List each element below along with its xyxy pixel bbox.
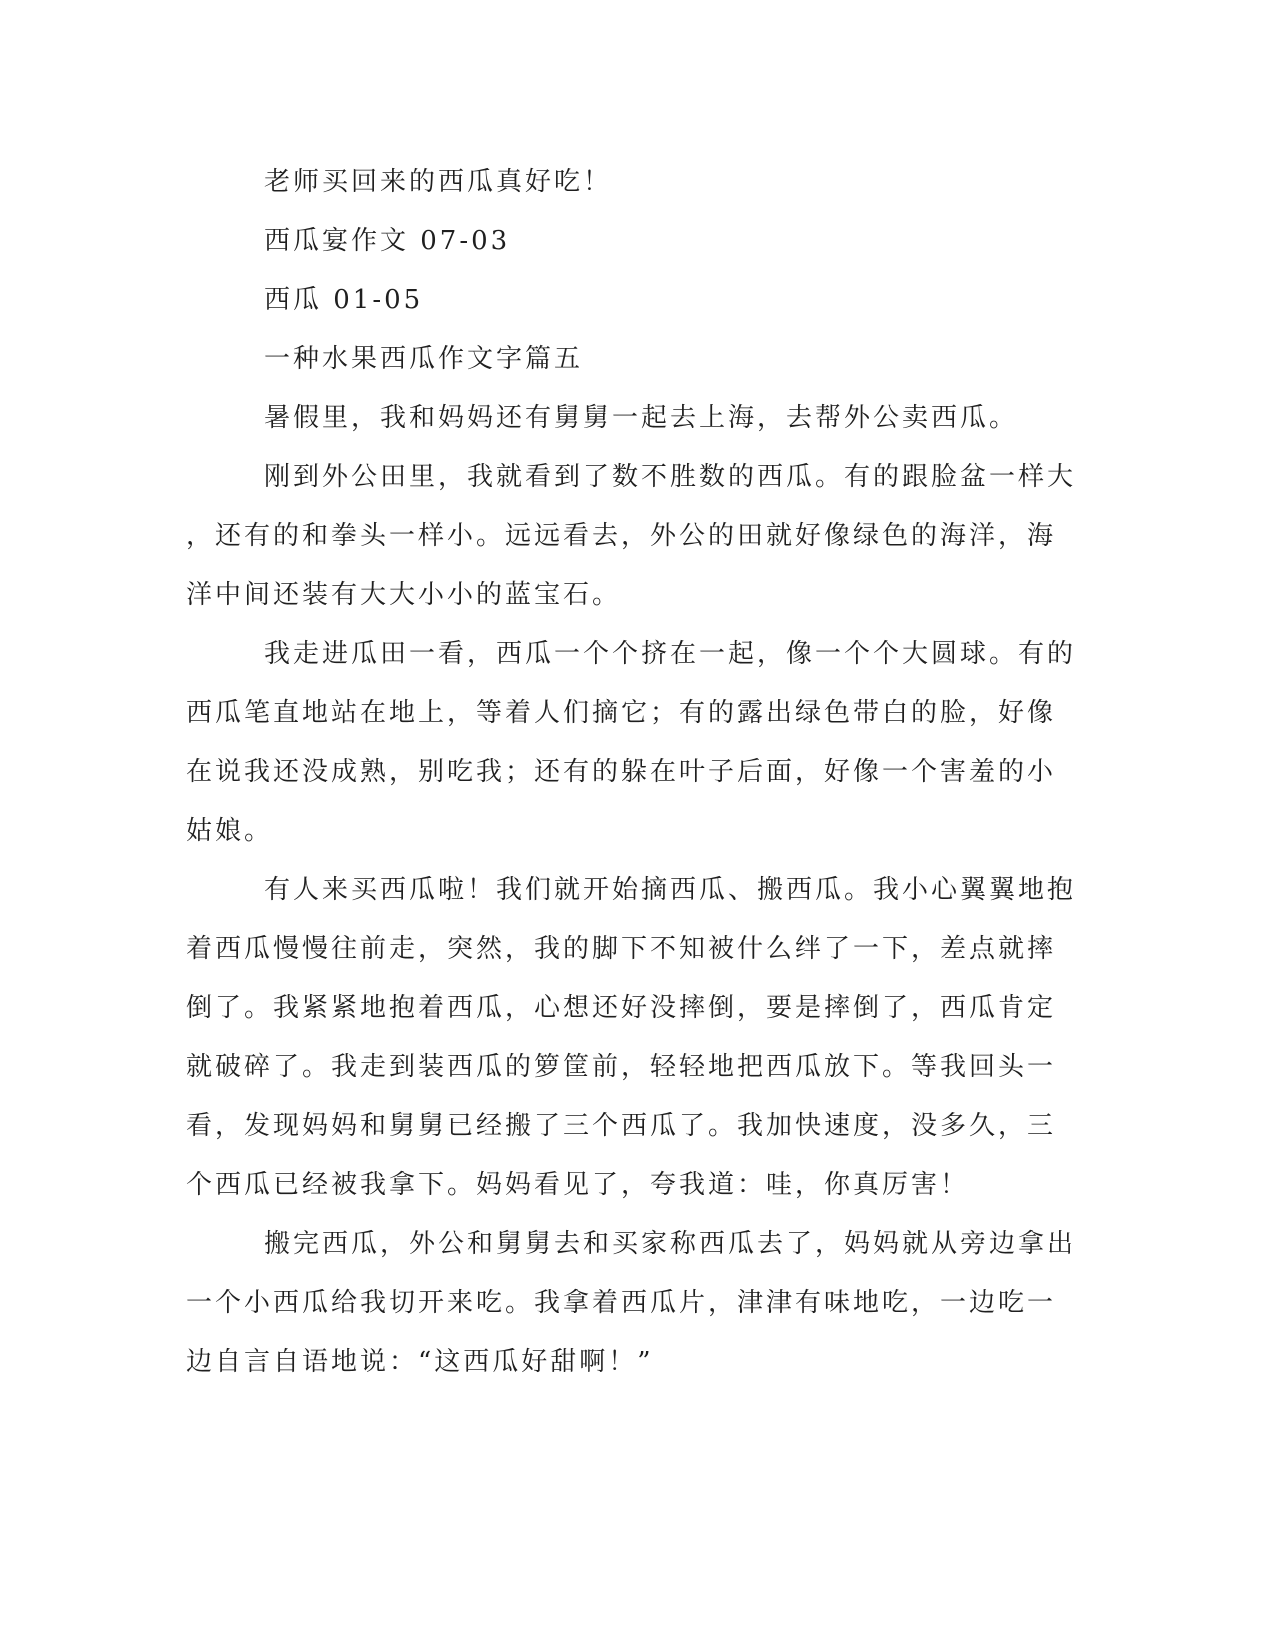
heading-line: 西瓜 01-05 xyxy=(264,285,424,315)
paragraph-line: 我走进瓜田一看，西瓜一个个挤在一起，像一个个大圆球。有的 xyxy=(264,639,1077,669)
paragraph-line: 姑娘。 xyxy=(186,816,274,846)
paragraph-line: 暑假里，我和妈妈还有舅舅一起去上海，去帮外公卖西瓜。 xyxy=(264,403,1019,433)
paragraph-line: 搬完西瓜，外公和舅舅去和买家称西瓜去了，妈妈就从旁边拿出 xyxy=(264,1229,1077,1259)
paragraph-line: 看，发现妈妈和舅舅已经搬了三个西瓜了。我加快速度，没多久，三 xyxy=(186,1111,1057,1141)
heading-line: 西瓜宴作文 07-03 xyxy=(264,226,511,256)
paragraph-line: 着西瓜慢慢往前走，突然，我的脚下不知被什么绊了一下，差点就摔 xyxy=(186,934,1057,964)
paragraph-line: 一个小西瓜给我切开来吃。我拿着西瓜片，津津有味地吃，一边吃一 xyxy=(186,1288,1057,1318)
heading-line: 一种水果西瓜作文字篇五 xyxy=(264,344,584,374)
paragraph-line: ，还有的和拳头一样小。远远看去，外公的田就好像绿色的海洋，海 xyxy=(186,521,1057,551)
paragraph-line: 在说我还没成熟，别吃我；还有的躲在叶子后面，好像一个害羞的小 xyxy=(186,757,1057,787)
heading-line: 老师买回来的西瓜真好吃！ xyxy=(264,167,613,197)
paragraph-line: 就破碎了。我走到装西瓜的箩筐前，轻轻地把西瓜放下。等我回头一 xyxy=(186,1052,1057,1082)
paragraph-line: 个西瓜已经被我拿下。妈妈看见了，夸我道：哇，你真厉害！ xyxy=(186,1170,970,1200)
paragraph-line: 刚到外公田里，我就看到了数不胜数的西瓜。有的跟脸盆一样大 xyxy=(264,462,1077,492)
paragraph-line: 洋中间还装有大大小小的蓝宝石。 xyxy=(186,580,622,610)
paragraph-line: 边自言自语地说：“这西瓜好甜啊！” xyxy=(186,1347,654,1377)
paragraph-line: 倒了。我紧紧地抱着西瓜，心想还好没摔倒，要是摔倒了，西瓜肯定 xyxy=(186,993,1057,1023)
paragraph-line: 西瓜笔直地站在地上，等着人们摘它；有的露出绿色带白的脸，好像 xyxy=(186,698,1057,728)
paragraph-line: 有人来买西瓜啦！我们就开始摘西瓜、搬西瓜。我小心翼翼地抱 xyxy=(264,875,1077,905)
